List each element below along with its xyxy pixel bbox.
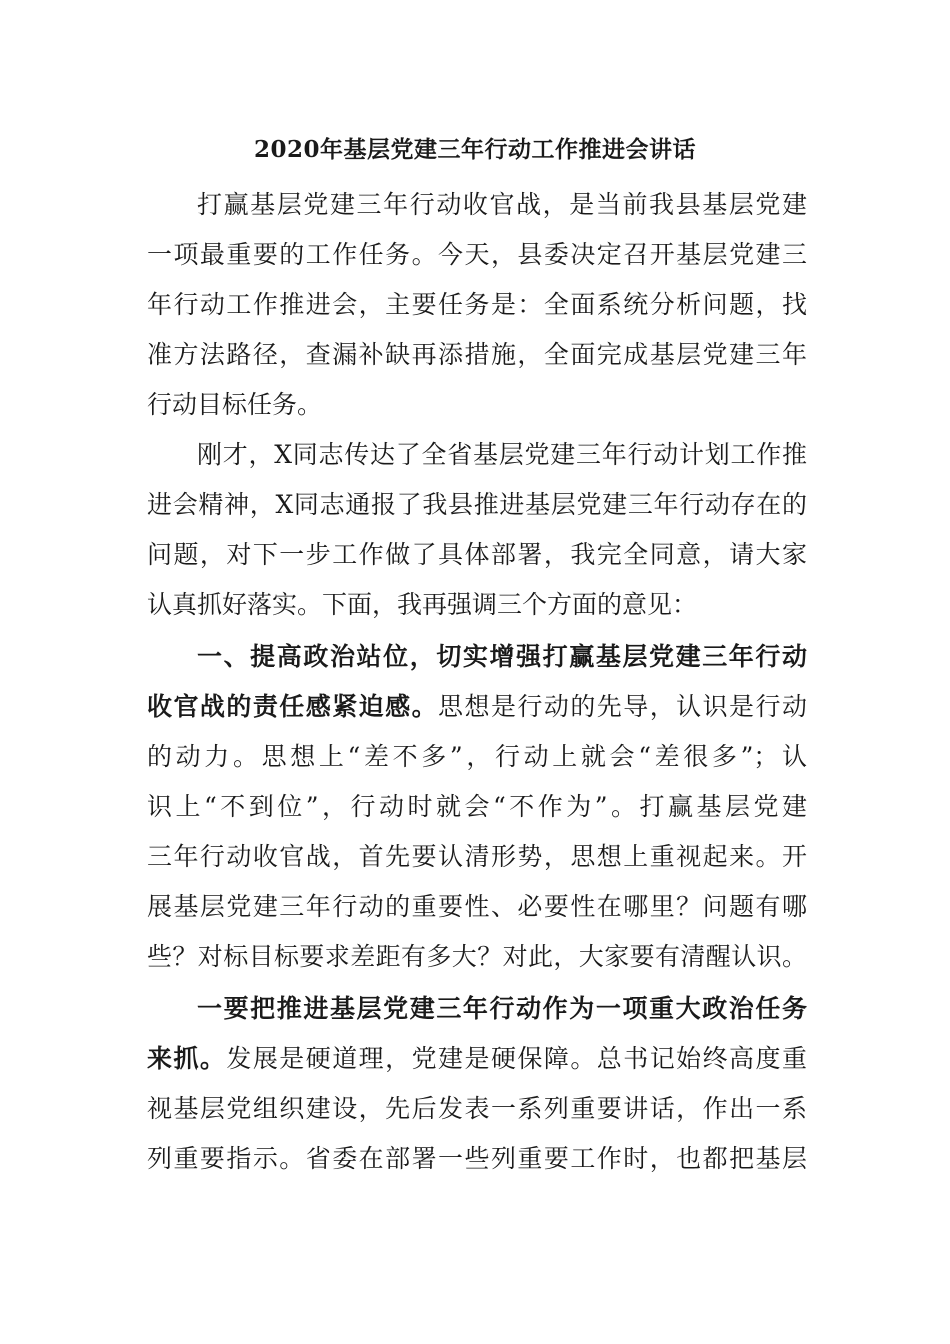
subsection-1-body-first: 发展是硬道理，党建是硬保障。总书记始终高度重: [226, 1044, 807, 1073]
section-1-heading-tail: 收官战的责任感紧迫感。: [147, 692, 439, 721]
section-1-body-first: 思想是行动的先导，认识是行动: [438, 692, 807, 721]
subsection-1-body-line-2: 列重要指示。省委在部署一些列重要工作时，也都把基层: [147, 1144, 807, 1173]
section-1-heading-line-2: [147, 682, 807, 732]
paragraph-2-line-4: 认真抓好落实。下面，我再强调三个方面的意见：: [147, 590, 698, 619]
section-1-body-line-2: 识上“不到位”，行动时就会“不作为”。打赢基层党建: [147, 792, 807, 821]
section-1-body-line-5: 些？对标目标要求差距有多大？对此，大家要有清醒认识。: [147, 942, 807, 971]
paragraph-1-line-5: 行动目标任务。: [147, 390, 323, 419]
section-1-heading-line-1: 一、提高政治站位，切实增强打赢基层党建三年行动: [197, 642, 807, 671]
section-1-body-line-3: 三年行动收官战，首先要认清形势，思想上重视起来。开: [147, 842, 807, 871]
paragraph-1-line-3: 年行动工作推进会，主要任务是：全面系统分析问题，找: [147, 290, 807, 319]
subsection-1-heading-tail: 来抓。: [147, 1044, 227, 1073]
subsection-1-body-line-1: 视基层党组织建设，先后发表一系列重要讲话，作出一系: [147, 1094, 807, 1123]
paragraph-1-line-4: 准方法路径，查漏补缺再添措施，全面完成基层党建三年: [147, 340, 807, 369]
paragraph-1-line-1: 打赢基层党建三年行动收官战，是当前我县基层党建: [197, 190, 807, 219]
paragraph-2-line-2: 进会精神，X同志通报了我县推进基层党建三年行动存在的: [147, 490, 807, 519]
subsection-1-heading-line-1: 一要把推进基层党建三年行动作为一项重大政治任务: [197, 994, 807, 1023]
paragraph-2-line-3: 问题，对下一步工作做了具体部署，我完全同意，请大家: [147, 540, 807, 569]
paragraph-1-line-2: 一项最重要的工作任务。今天，县委决定召开基层党建三: [147, 240, 807, 269]
paragraph-2-line-1: 刚才，X同志传达了全省基层党建三年行动计划工作推: [197, 440, 807, 469]
document-title: 2020年基层党建三年行动工作推进会讲话: [253, 136, 696, 163]
section-1-body-line-1: 的动力。思想上“差不多”，行动上就会“差很多”；认: [147, 742, 807, 771]
subsection-1-heading-line-2: [147, 1034, 807, 1084]
section-1-body-line-4: 展基层党建三年行动的重要性、必要性在哪里？问题有哪: [147, 892, 807, 921]
